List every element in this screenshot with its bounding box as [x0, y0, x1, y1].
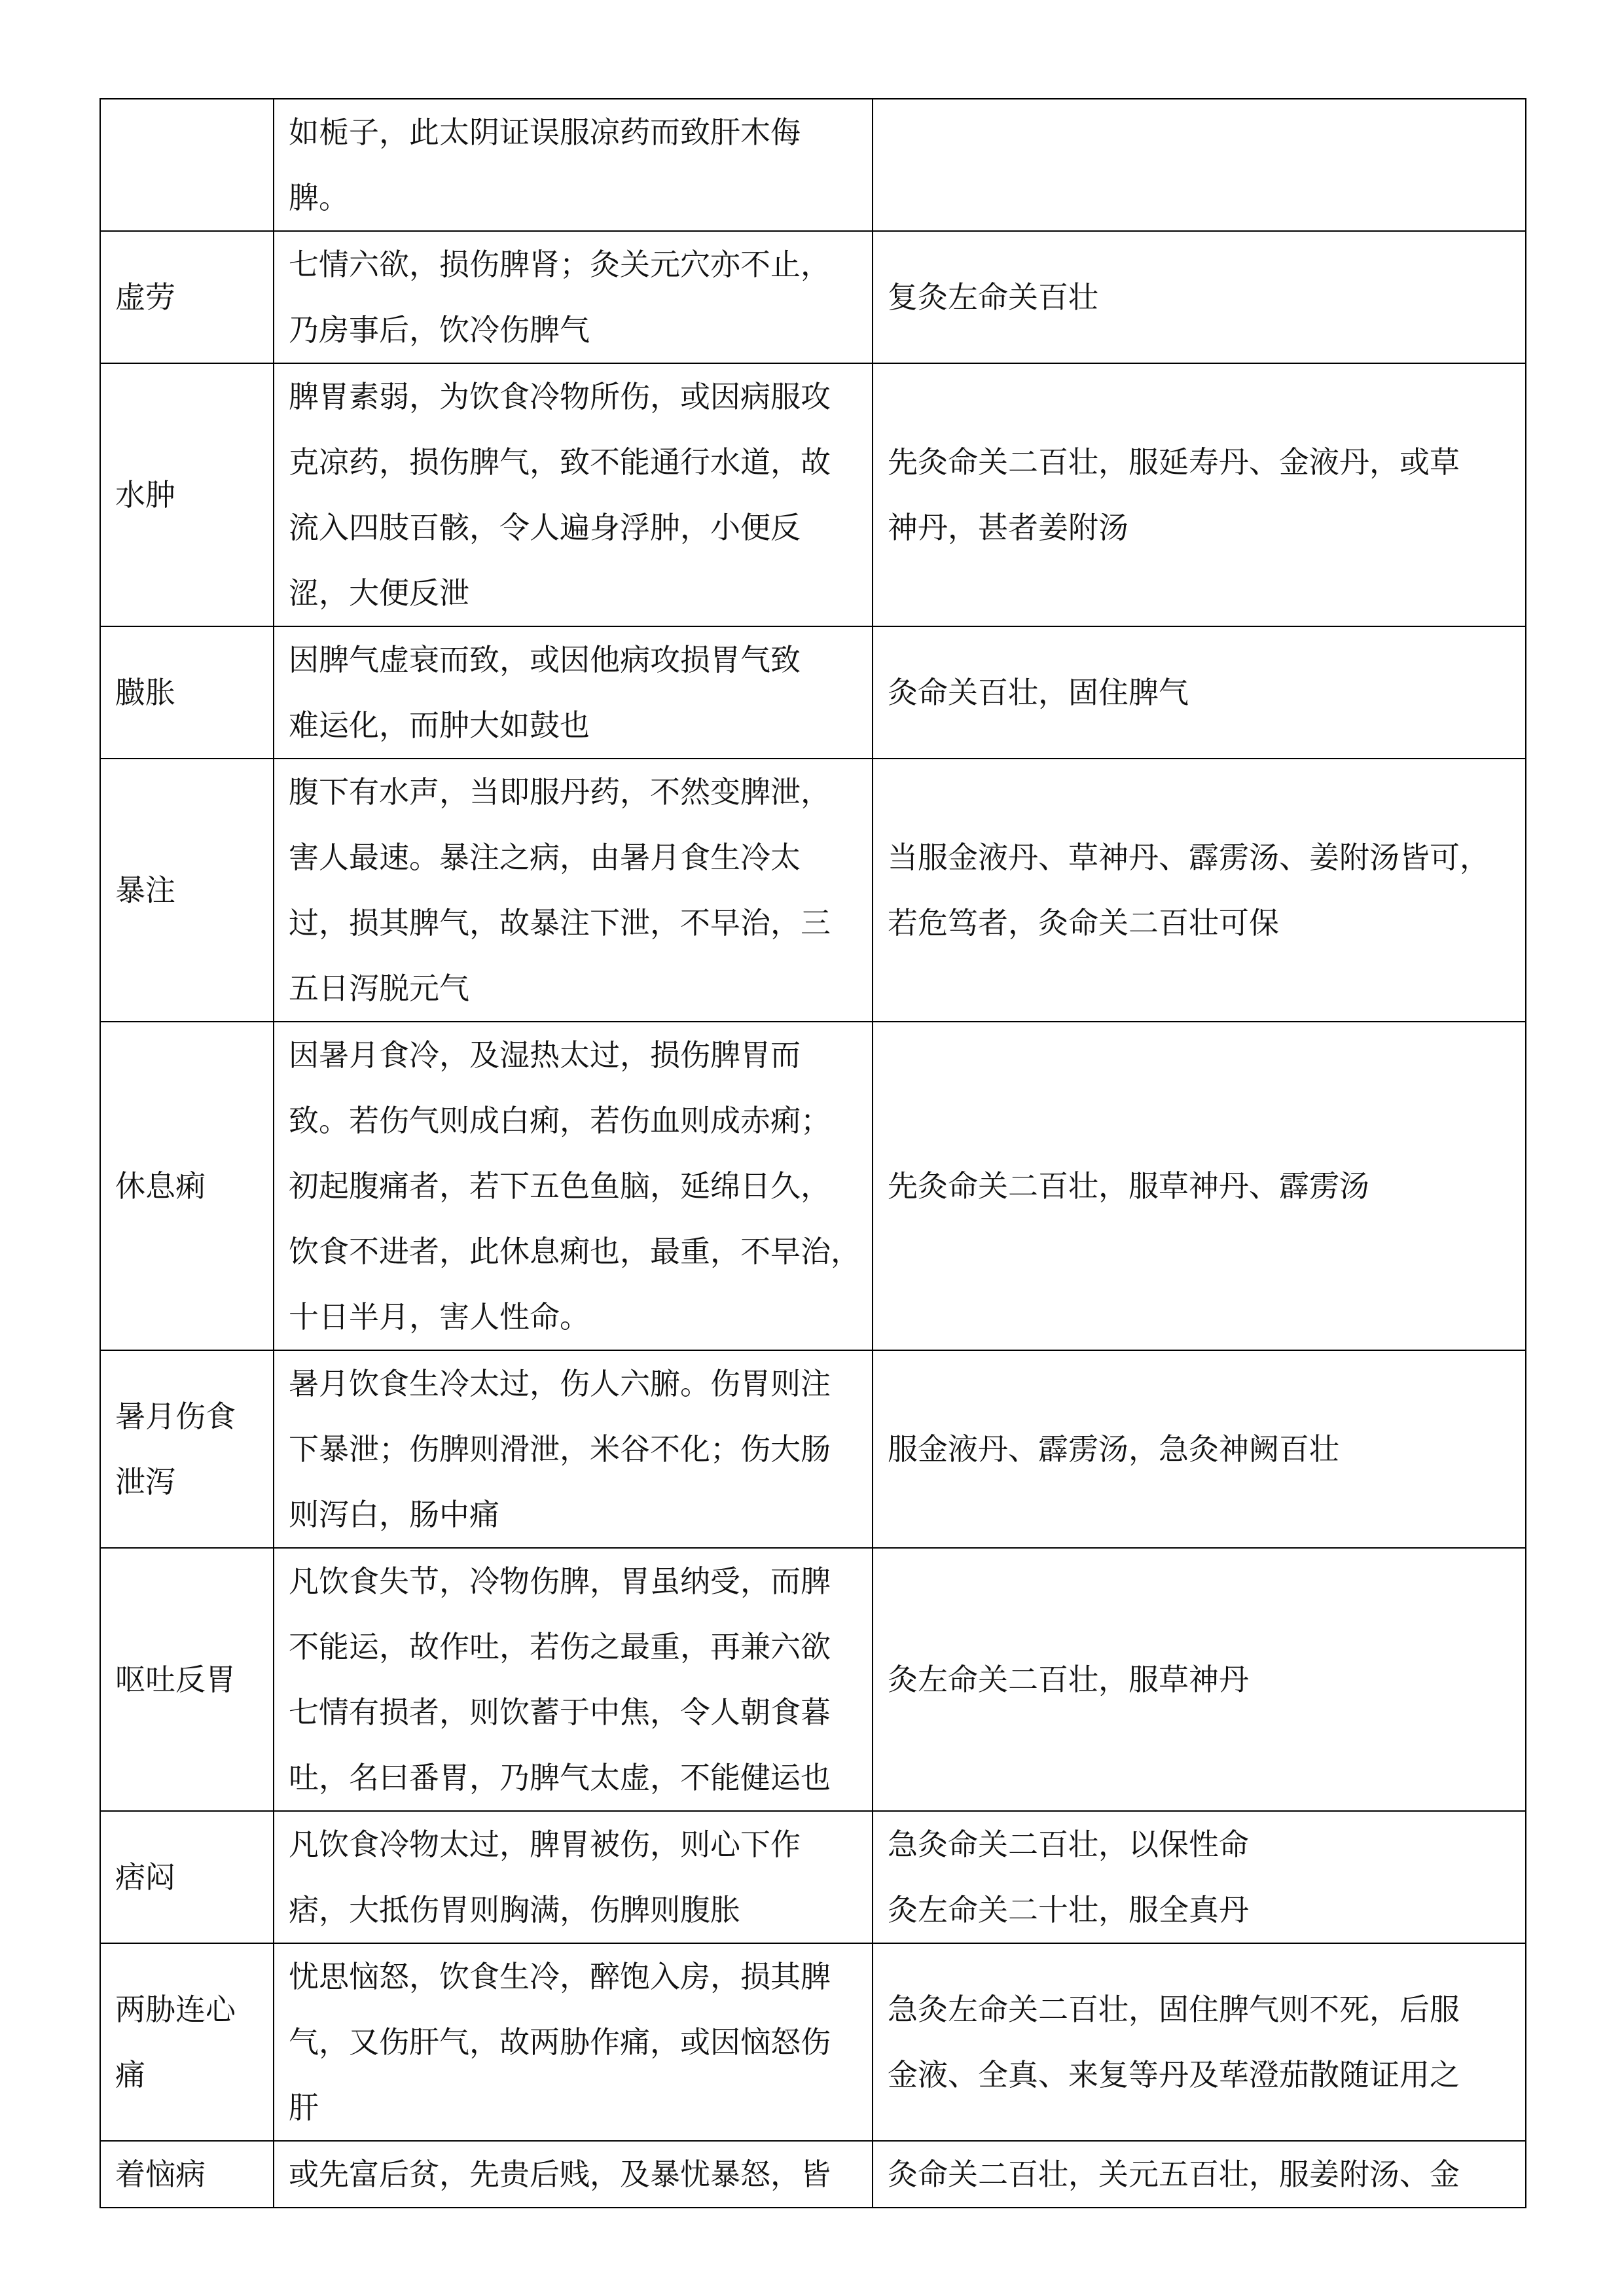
- cause-line: 痞，大抵伤胃则胸满，伤脾则腹胀: [289, 1892, 740, 1928]
- cause-cell: [274, 363, 873, 626]
- treatment-line: 若危笃者，灸命关二百壮可保: [888, 905, 1279, 941]
- table-row: [100, 1811, 1526, 1943]
- disease-name-line: 痛: [115, 2057, 145, 2092]
- treatment-table: [99, 98, 1526, 2208]
- cause-line: 脾。: [289, 180, 349, 215]
- table-row: [100, 2141, 1526, 2208]
- treatment-cell: [873, 1022, 1526, 1350]
- cause-line: 下暴泄；伤脾则滑泄，米谷不化；伤大肠: [289, 1431, 831, 1467]
- cause-line: 暑月饮食生冷太过，伤人六腑。伤胃则注: [289, 1366, 831, 1401]
- treatment-cell: [873, 99, 1526, 231]
- disease-name-cell: [100, 626, 274, 759]
- cause-line: 腹下有水声，当即服丹药，不然变脾泄，: [289, 774, 831, 810]
- disease-name-line: 泄泻: [115, 1464, 175, 1499]
- cause-line: 害人最速。暴注之病，由暑月食生冷太: [289, 840, 801, 875]
- cause-cell: [274, 2141, 873, 2208]
- disease-name-line: 臌胀: [115, 675, 175, 710]
- disease-name-cell: [100, 1350, 274, 1548]
- disease-name-line: 暴注: [115, 872, 175, 908]
- treatment-cell: [873, 626, 1526, 759]
- cause-line: 七情有损者，则饮蓄于中焦，令人朝食暮: [289, 1695, 831, 1730]
- disease-name-line: 着恼病: [115, 2157, 206, 2192]
- cause-cell: [274, 1943, 873, 2141]
- treatment-line: 神丹，甚者姜附汤: [888, 510, 1128, 545]
- treatment-cell: [873, 1548, 1526, 1811]
- disease-name-cell: [100, 2141, 274, 2208]
- table-row: [100, 1943, 1526, 2141]
- table-row: [100, 759, 1526, 1022]
- cause-cell: [274, 1022, 873, 1350]
- cause-line: 不能运，故作吐，若伤之最重，再兼六欲: [289, 1629, 831, 1664]
- table-row: [100, 1022, 1526, 1350]
- cause-line: 初起腹痛者，若下五色鱼脑，延绵日久，: [289, 1168, 831, 1204]
- cause-line: 饮食不进者，此休息痢也，最重，不早治，: [289, 1234, 861, 1269]
- treatment-line: 灸左命关二百壮，服草神丹: [888, 1662, 1249, 1697]
- treatment-line: 急灸左命关二百壮，固住脾气则不死，后服: [888, 1992, 1460, 2027]
- treatment-cell: [873, 1943, 1526, 2141]
- cause-line: 或先富后贫，先贵后贱，及暴忧暴怒，皆: [289, 2157, 831, 2192]
- cause-line: 则泻白，肠中痛: [289, 1497, 499, 1532]
- cause-line: 涩，大便反泄: [289, 575, 469, 611]
- cause-cell: [274, 99, 873, 231]
- disease-name-line: 水肿: [115, 477, 175, 512]
- treatment-cell: [873, 759, 1526, 1022]
- disease-name-cell: [100, 363, 274, 626]
- treatment-line: 灸命关二百壮，关元五百壮，服姜附汤、金: [888, 2157, 1460, 2192]
- cause-line: 因脾气虚衰而致，或因他病攻损胃气致: [289, 642, 801, 677]
- cause-line: 难运化，而肿大如鼓也: [289, 708, 590, 743]
- cause-line: 七情六欲，损伤脾肾；灸关元穴亦不止，: [289, 247, 831, 282]
- treatment-cell: [873, 1350, 1526, 1548]
- cause-line: 气，又伤肝气，故两胁作痛，或因恼怒伤: [289, 2024, 831, 2060]
- treatment-line: 金液、全真、来复等丹及荜澄茄散随证用之: [888, 2057, 1460, 2092]
- cause-line: 凡饮食失节，冷物伤脾，胃虽纳受，而脾: [289, 1564, 831, 1599]
- treatment-line: 当服金液丹、草神丹、霹雳汤、姜附汤皆可，: [888, 840, 1490, 875]
- cause-line: 十日半月，害人性命。: [289, 1299, 590, 1335]
- table-row: [100, 1548, 1526, 1811]
- treatment-line: 先灸命关二百壮，服草神丹、霹雳汤: [888, 1168, 1369, 1204]
- cause-line: 五日泻脱元气: [289, 971, 469, 1006]
- cause-cell: [274, 1350, 873, 1548]
- cause-line: 肝: [289, 2090, 319, 2125]
- treatment-cell: [873, 363, 1526, 626]
- cause-line: 脾胃素弱，为饮食冷物所伤，或因病服攻: [289, 379, 831, 414]
- treatment-line: 先灸命关二百壮，服延寿丹、金液丹，或草: [888, 444, 1460, 480]
- table-row: [100, 1350, 1526, 1548]
- disease-name-line: 休息痢: [115, 1168, 206, 1204]
- disease-name-cell: [100, 1943, 274, 2141]
- cause-cell: [274, 626, 873, 759]
- disease-name-line: 痞闷: [115, 1859, 175, 1895]
- cause-line: 如栀子，此太阴证误服凉药而致肝木侮: [289, 115, 801, 150]
- cause-cell: [274, 231, 873, 363]
- disease-name-cell: [100, 1022, 274, 1350]
- cause-line: 凡饮食冷物太过，脾胃被伤，则心下作: [289, 1827, 801, 1862]
- treatment-line: 急灸命关二百壮，以保性命: [888, 1827, 1249, 1862]
- cause-line: 流入四肢百骸，令人遍身浮肿，小便反: [289, 510, 801, 545]
- disease-name-line: 呕吐反胃: [115, 1662, 236, 1697]
- cause-line: 过，损其脾气，故暴注下泄，不早治，三: [289, 905, 831, 941]
- treatment-line: 灸命关百壮，固住脾气: [888, 675, 1189, 710]
- disease-name-line: 两胁连心: [115, 1992, 236, 2027]
- disease-name-cell: [100, 759, 274, 1022]
- table-row: [100, 231, 1526, 363]
- cause-cell: [274, 1548, 873, 1811]
- disease-name-cell: [100, 99, 274, 231]
- treatment-line: 服金液丹、霹雳汤，急灸神阙百壮: [888, 1431, 1339, 1467]
- cause-cell: [274, 759, 873, 1022]
- treatment-cell: [873, 1811, 1526, 1943]
- treatment-cell: [873, 231, 1526, 363]
- disease-name-cell: [100, 1811, 274, 1943]
- cause-line: 吐，名曰番胃，乃脾气太虚，不能健运也: [289, 1760, 831, 1795]
- cause-line: 忧思恼怒，饮食生冷，醉饱入房，损其脾: [289, 1959, 831, 1994]
- table-body: [100, 99, 1526, 2208]
- disease-name-line: 虚劳: [115, 279, 175, 315]
- cause-line: 因暑月食冷，及湿热太过，损伤脾胃而: [289, 1037, 801, 1073]
- cause-line: 致。若伤气则成白痢，若伤血则成赤痢；: [289, 1103, 831, 1138]
- disease-name-cell: [100, 231, 274, 363]
- treatment-line: 复灸左命关百壮: [888, 279, 1098, 315]
- table-row: [100, 626, 1526, 759]
- treatment-cell: [873, 2141, 1526, 2208]
- disease-name-line: 暑月伤食: [115, 1399, 236, 1434]
- treatment-line: 灸左命关二十壮，服全真丹: [888, 1892, 1249, 1928]
- cause-cell: [274, 1811, 873, 1943]
- table-row: [100, 99, 1526, 231]
- table-row: [100, 363, 1526, 626]
- cause-line: 克凉药，损伤脾气，致不能通行水道，故: [289, 444, 831, 480]
- cause-line: 乃房事后，饮冷伤脾气: [289, 312, 590, 348]
- disease-name-cell: [100, 1548, 274, 1811]
